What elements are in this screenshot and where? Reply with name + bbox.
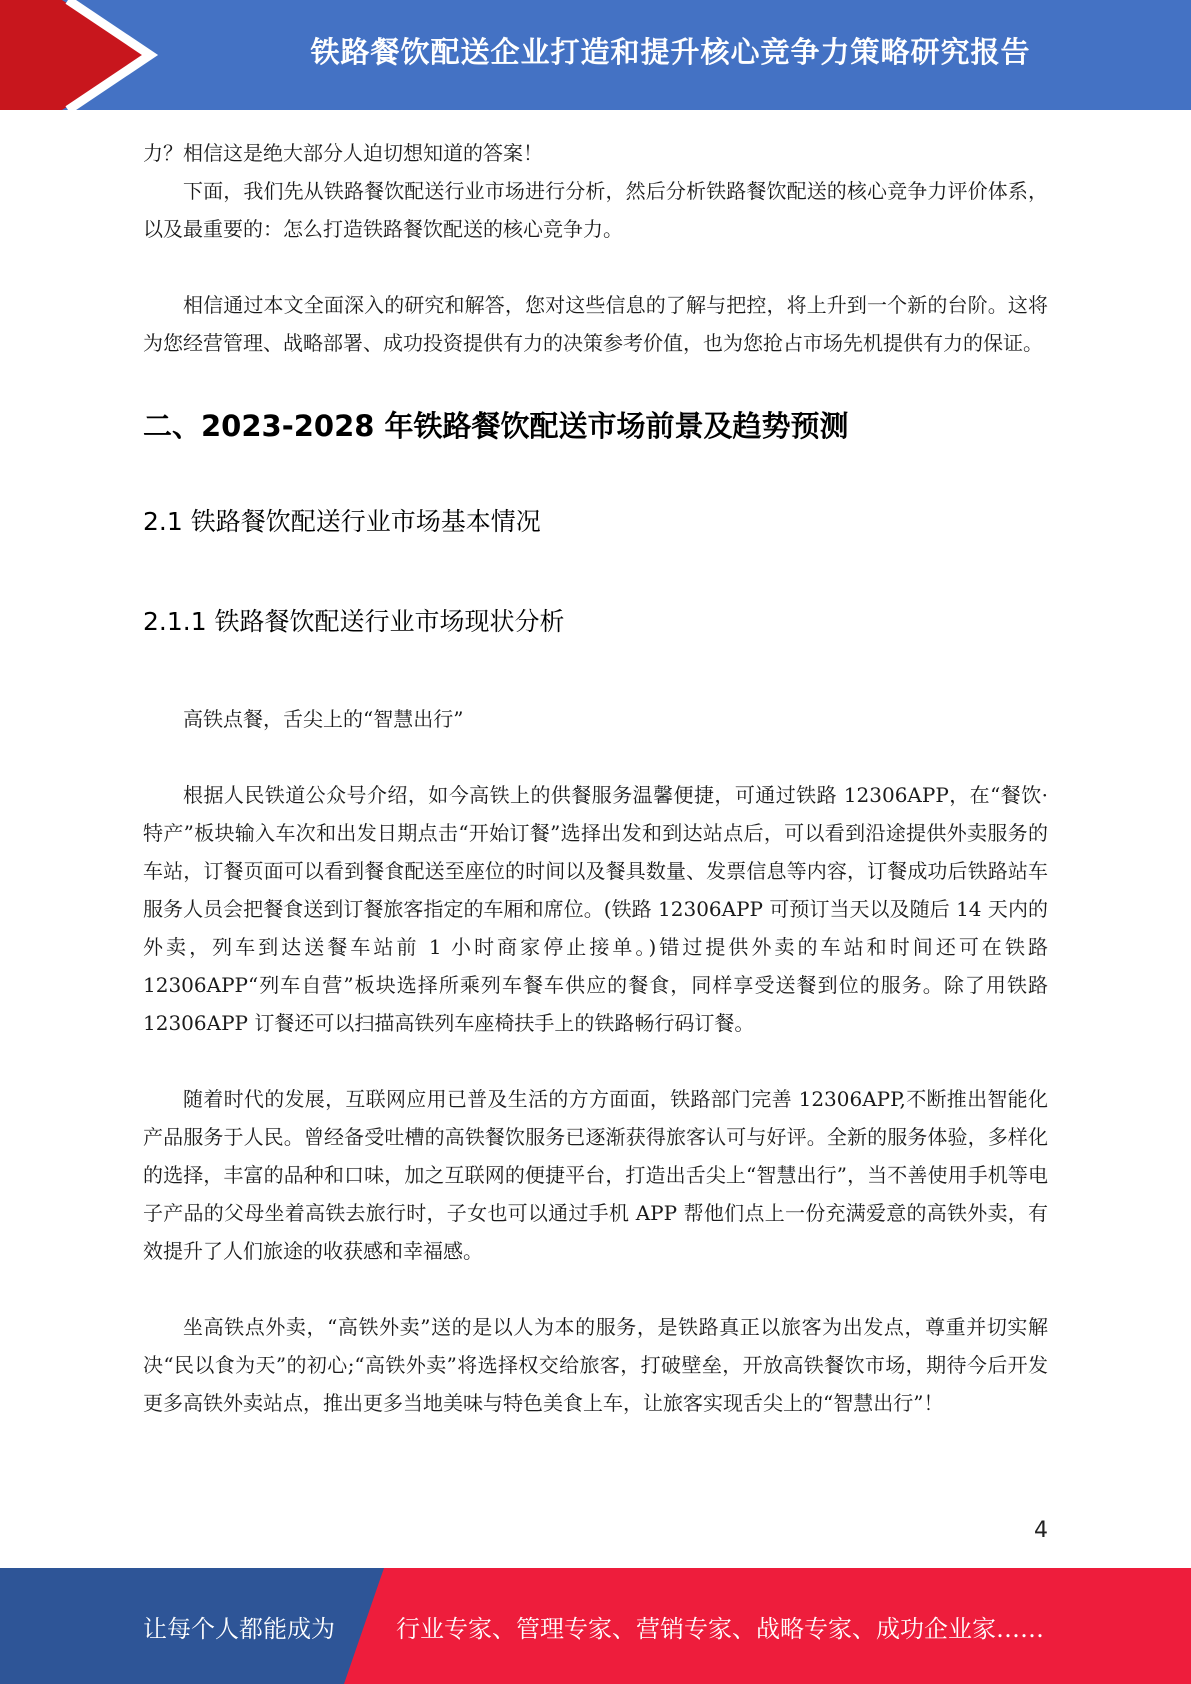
paragraph-subtitle: 高铁点餐，舌尖上的“智慧出行” <box>183 707 464 731</box>
intro-paragraph-2: 下面，我们先从铁路餐饮配送行业市场进行分析，然后分析铁路餐饮配送的核心竞争力评价体系，以及最重要的：怎么打造铁路餐饮配送的核心竞争力。 <box>143 179 1048 241</box>
page-header <box>0 0 1191 110</box>
intro-paragraph-1: 力？相信这是绝大部分人迫切想知道的答案！ <box>143 141 543 165</box>
footer-slogan-right: 行业专家、管理专家、营销专家、战略专家、成功企业家…… <box>396 1614 1044 1643</box>
paragraph-internet-development: 随着时代的发展，互联网应用已普及生活的方方面面，铁路部门完善 12306APP,不断推出智能化产品服务于人民。曾经备受吐槽的高铁餐饮服务已逐渐获得旅客认可与好评。全新的服务体验，多样化的选择，丰富的品种和口味，加之互联网的便捷平台，打造出舌尖上“智慧出行”，当不善使用手机等电子产品的父母坐着高铁去旅行时，子女也可以通过手机 APP 帮他们点上一份充满爱意的高铁外卖，有效提升了人们旅途的收获感和幸福感。 <box>143 1087 1048 1263</box>
document-body <box>143 134 1048 1422</box>
page-footer <box>0 1568 1191 1684</box>
subsection-heading: 2.1 铁路餐饮配送行业市场基本情况 <box>143 507 541 536</box>
subsubsection-heading: 2.1.1 铁路餐饮配送行业市场现状分析 <box>143 607 565 636</box>
section-heading: 二、2023-2028 年铁路餐饮配送市场前景及趋势预测 <box>143 409 849 443</box>
paragraph-ordering-intro: 根据人民铁道公众号介绍，如今高铁上的供餐服务温馨便捷，可通过铁路 12306APP，在“餐饮·特产”板块输入车次和出发日期点击“开始订餐”选择出发和到达站点后，可以看到沿途提供外卖服务的车站，订餐页面可以看到餐食配送至座位的时间以及餐具数量、发票信息等内容，订餐成功后铁路站车服务人员会把餐食送到订餐旅客指定的车厢和席位。(铁路 12306APP 可预订当天以及随后 14 天内的外卖，列车到达送餐车站前 1 小时商家停止接单。)错过提供外卖的车站和时间还可在铁路 12306APP“列车自营”板块选择所乘列车餐车供应的餐食，同样享受送餐到位的服务。除了用铁路 12306APP 订餐还可以扫描高铁列车座椅扶手上的铁路畅行码订餐。 <box>143 783 1048 1035</box>
paragraph-conclusion: 坐高铁点外卖，“高铁外卖”送的是以人为本的服务，是铁路真正以旅客为出发点，尊重并切实解决“民以食为天”的初心;“高铁外卖”将选择权交给旅客，打破壁垒，开放高铁餐饮市场，期待今后开发更多高铁外卖站点，推出更多当地美味与特色美食上车，让旅客实现舌尖上的“智慧出行”！ <box>143 1315 1048 1415</box>
footer-slogan-left: 让每个人都能成为 <box>143 1614 335 1643</box>
intro-paragraph-3: 相信通过本文全面深入的研究和解答，您对这些信息的了解与把控，将上升到一个新的台阶。这将为您经营管理、战略部署、成功投资提供有力的决策参考价值，也为您抢占市场先机提供有力的保证。 <box>143 293 1048 355</box>
page-number: 4 <box>1034 1518 1048 1543</box>
header-title: 铁路餐饮配送企业打造和提升核心竞争力策略研究报告 <box>310 34 1031 69</box>
